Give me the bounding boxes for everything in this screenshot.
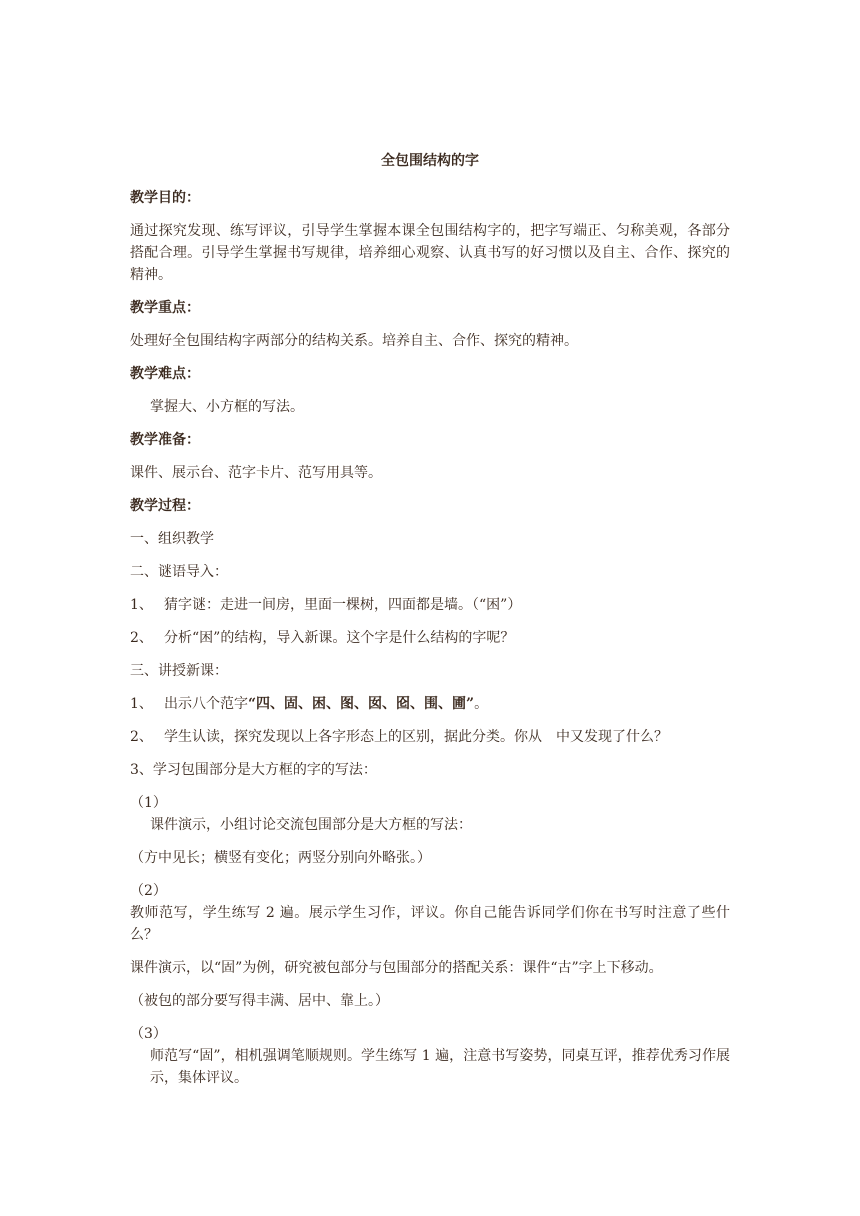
list-item	[130, 726, 730, 748]
list-item	[130, 594, 730, 616]
section-text-key: 处理好全包围结构字两部分的结构关系。培养自主、合作、探究的精神。	[130, 333, 578, 349]
sub-item-number: （1）	[130, 795, 167, 811]
list-item-suffix: 。	[474, 696, 489, 712]
section-heading-prep: 教学准备：	[130, 432, 200, 448]
list-item-number: 2、	[130, 729, 153, 745]
list-item-text-continued: 中又发现了什么？	[556, 729, 668, 745]
sub-item-text: 教师范写，学生练写 2 遍。展示学生习作，评议。你自己能告诉同学们你在书写时注意了些什么？	[130, 905, 730, 943]
section-heading-process: 教学过程：	[130, 498, 200, 514]
sub-item-note: （被包的部分要写得丰满、居中、靠上。）	[130, 993, 389, 1009]
section-text-goal: 通过探究发现、练写评议，引导学生掌握本课全包围结构字的，把字写端正、匀称美观，各部分搭配合理。引导学生掌握书写规律，培养细心观察、认真书写的好习惯以及自主、合作、探究的精神。	[130, 223, 730, 283]
section-heading-key: 教学重点：	[130, 300, 200, 316]
list-item-number: 2、	[130, 630, 153, 646]
sub-item-demo: 课件演示，以“固”为例，研究被包部分与包围部分的搭配关系：课件“古”字上下移动。	[130, 960, 663, 976]
list-item-text: 学生认读，探究发现以上各字形态上的区别，据此分类。你从	[164, 729, 542, 745]
list-item-number: 1、	[130, 696, 153, 712]
list-item: 3、学习包围部分是大方框的字的写法：	[130, 762, 377, 778]
list-item	[130, 627, 730, 649]
section-heading-goal: 教学目的：	[130, 190, 200, 206]
document-body	[130, 150, 730, 1100]
sub-item-number: （3）	[130, 1026, 167, 1042]
list-item-text: 出示八个范字	[164, 696, 248, 712]
list-item-text: 分析“困”的结构，导入新课。这个字是什么结构的字呢？	[164, 630, 515, 646]
section-heading-difficulty: 教学难点：	[130, 366, 200, 382]
section-text-prep: 课件、展示台、范字卡片、范写用具等。	[130, 465, 382, 481]
process-step-2: 二、谜语导入：	[130, 564, 228, 580]
example-characters: “四、固、困、图、囡、囵、围、圃”	[248, 696, 475, 712]
sub-item-text: 课件演示，小组讨论交流包围部分是大方框的写法：	[150, 817, 472, 833]
sub-item-number: （2）	[130, 883, 167, 899]
process-step-3: 三、讲授新课：	[130, 663, 228, 679]
section-text-difficulty: 掌握大、小方框的写法。	[150, 399, 304, 415]
document-title: 全包围结构的字	[381, 153, 479, 169]
list-item-text: 猜字谜：走进一间房，里面一棵树，四面都是墙。（“困”）	[164, 597, 522, 613]
process-step-1: 一、组织教学	[130, 531, 214, 547]
list-item	[130, 693, 730, 715]
sub-item-text: 师范写“固”，相机强调笔顺规则。学生练写 1 遍，注意书写姿势，同桌互评，推荐优秀习作展示，集体评议。	[150, 1048, 730, 1086]
sub-item-note: （方中见长；横竖有变化；两竖分别向外略张。）	[130, 850, 431, 866]
list-item-number: 1、	[130, 597, 153, 613]
